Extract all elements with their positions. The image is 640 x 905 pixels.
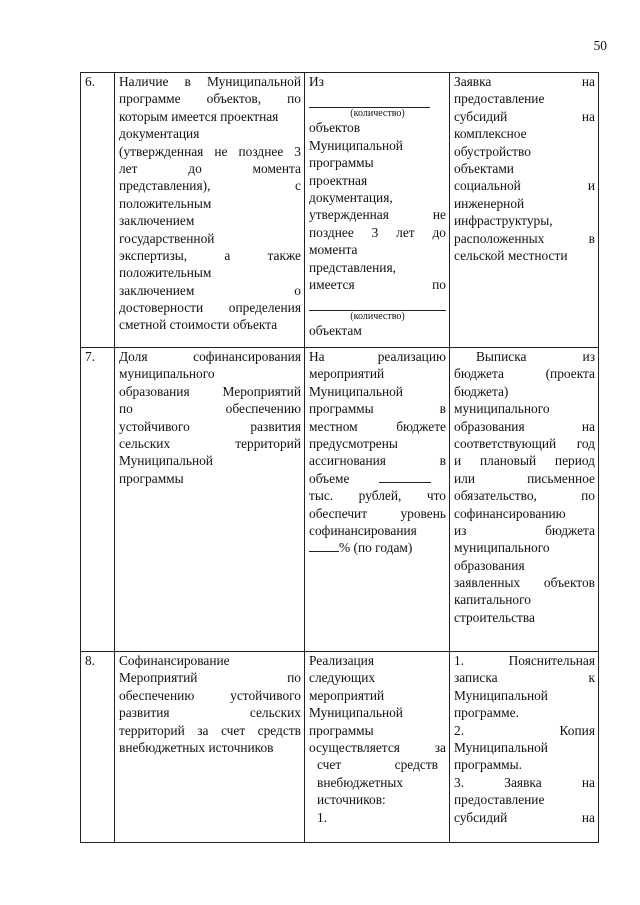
value-line: представления, (309, 259, 396, 275)
documents-line: записка к (454, 670, 595, 686)
value-line: ассигнования в (309, 453, 446, 469)
documents-line: инженерной (454, 195, 525, 211)
indicator-line: государственной (119, 230, 215, 246)
value-line: Реализация (309, 653, 375, 668)
value-line: позднее 3 лет до (309, 224, 446, 240)
documents-line: Муниципальной (454, 739, 548, 755)
documents-line: программы. (454, 757, 522, 773)
indicator-line: обеспечению устойчивого (119, 687, 301, 703)
value-line: внебюджетных (317, 774, 404, 790)
documents-line: муниципального (454, 540, 550, 556)
documents-line: образования (454, 557, 525, 573)
value-line: программы в (309, 401, 446, 417)
value-line: предусмотрены (309, 435, 398, 451)
documents-line: Заявка на (454, 74, 595, 89)
value-line: осуществляется за (309, 739, 446, 755)
value-line: Из (309, 74, 324, 89)
documents-line: или письменное (454, 470, 595, 486)
table-row (81, 652, 599, 843)
indicator-line: документация (119, 126, 200, 142)
indicator-line: положительным (119, 195, 212, 211)
table-row (81, 73, 599, 348)
documents-line: капитального (454, 592, 531, 608)
value-line: объектам (309, 323, 362, 339)
documents-line: инфраструктуры, (454, 213, 553, 229)
documents-line: заявленных объектов (454, 575, 595, 591)
documents-line: соответствующий год (454, 435, 595, 451)
documents-line: субсидий на (454, 108, 595, 124)
indicator-line: достоверности определения (119, 300, 301, 316)
indicator-line: устойчивого развития (119, 418, 301, 434)
value-line: софинансирования (309, 522, 417, 538)
indicator-line: развития сельских (119, 705, 301, 721)
quantity-blank (309, 293, 446, 311)
indicator-cell (115, 652, 305, 843)
table-row (81, 348, 599, 652)
row-number: 8. (85, 653, 96, 668)
value-line (309, 470, 446, 487)
value-line: 1. (317, 809, 328, 825)
value-line: утвержденная не (309, 207, 446, 223)
documents-line: Муниципальной (454, 687, 548, 703)
documents-line: предоставление (454, 792, 545, 808)
row-number: 7. (85, 349, 96, 364)
value-cell (305, 348, 450, 652)
documents-line: сельской местности (454, 247, 568, 263)
indicator-line: территорий за счет средств (119, 722, 301, 738)
indicator-line: лет до момента (119, 160, 301, 176)
row-number-cell (81, 652, 115, 843)
indicator-line: экспертизы, а также (119, 247, 301, 263)
indicator-cell (115, 73, 305, 348)
documents-line: муниципального (454, 401, 550, 417)
value-line: обеспечит уровень (309, 505, 446, 521)
row-number-cell (81, 348, 115, 652)
value-line: документация, (309, 189, 393, 205)
documents-cell (450, 652, 599, 843)
value-line: объектов (309, 120, 361, 136)
documents-line: расположенных в (454, 230, 595, 246)
indicator-line: Доля софинансирования (119, 349, 301, 364)
documents-line: 2. Копия (454, 722, 595, 738)
value-line: источников: (317, 792, 386, 808)
indicator-line: внебюджетных источников (119, 739, 274, 755)
documents-line: бюджета) (454, 383, 509, 399)
documents-line: объектами (454, 160, 514, 176)
documents-line: комплексное (454, 126, 527, 142)
value-line: проектная (309, 172, 368, 188)
value-line: имеется по (309, 276, 446, 292)
documents-line: бюджета (проекта (454, 366, 595, 382)
indicator-cell (115, 348, 305, 652)
indicator-line: сельских территорий (119, 435, 301, 451)
documents-line: социальной и (454, 178, 595, 194)
documents-line: обустройство (454, 143, 531, 159)
indicator-line: представления), с (119, 178, 301, 194)
row-number-cell (81, 73, 115, 348)
documents-line: образования на (454, 418, 595, 434)
value-line: мероприятий (309, 366, 385, 382)
documents-line: строительства (454, 609, 535, 625)
page-number: 50 (593, 38, 607, 53)
documents-cell (450, 348, 599, 652)
documents-line: программе. (454, 705, 519, 721)
value-line: Муниципальной (309, 705, 403, 721)
indicator-line: образования Мероприятий (119, 383, 301, 399)
documents-line: из бюджета (454, 522, 595, 538)
value-line: счет средств (317, 757, 438, 773)
amount-blank (379, 482, 431, 483)
indicator-line: Софинансирование (119, 653, 230, 668)
documents-line: 1. Пояснительная (454, 653, 595, 668)
documents-line: предоставление (454, 91, 545, 107)
documents-line: Выписка из (476, 349, 595, 364)
quantity-note: (количество) (350, 311, 405, 323)
quantity-note: (количество) (350, 108, 405, 120)
row-number: 6. (85, 74, 96, 89)
indicator-line: Мероприятий по (119, 670, 301, 686)
documents-line: 3. Заявка на (454, 774, 595, 790)
documents-line: и плановый период (454, 453, 595, 469)
percent-suffix: % (по годам) (339, 540, 413, 556)
documents-line: софинансированию (454, 505, 566, 521)
indicator-line: программы (119, 470, 184, 486)
indicator-line: муниципального (119, 366, 215, 382)
value-line: Муниципальной (309, 137, 403, 153)
value-line: программы (309, 722, 374, 738)
value-line: На реализацию (309, 349, 446, 364)
quantity-blank (309, 90, 430, 108)
indicator-line: (утвержденная не позднее 3 (119, 143, 301, 159)
documents-line: обязательство, по (454, 488, 595, 504)
indicator-line: Муниципальной (119, 453, 213, 469)
value-line: Муниципальной (309, 383, 403, 399)
value-line: следующих (309, 670, 376, 686)
value-line: местном бюджете (309, 418, 446, 434)
value-cell (305, 73, 450, 348)
indicator-line: которым имеется проектная (119, 108, 279, 124)
documents-line: субсидий на (454, 809, 595, 825)
value-line: мероприятий (309, 687, 385, 703)
percent-blank (309, 551, 339, 552)
indicator-line: программе объектов, по (119, 91, 301, 107)
indicator-line: заключением (119, 213, 195, 229)
value-line: программы (309, 155, 374, 171)
indicator-line: Наличие в Муниципальной (119, 74, 301, 89)
indicator-line: заключением о (119, 282, 301, 298)
indicator-line: положительным (119, 265, 212, 281)
documents-cell (450, 73, 599, 348)
value-cell (305, 652, 450, 843)
amount-prefix: объеме (309, 470, 350, 486)
value-line: тыс. рублей, что (309, 488, 446, 504)
value-line (309, 539, 446, 556)
indicator-line: сметной стоимости объекта (119, 317, 278, 333)
indicator-line: по обеспечению (119, 401, 301, 417)
value-line: момента (309, 242, 358, 258)
criteria-table (80, 72, 599, 843)
